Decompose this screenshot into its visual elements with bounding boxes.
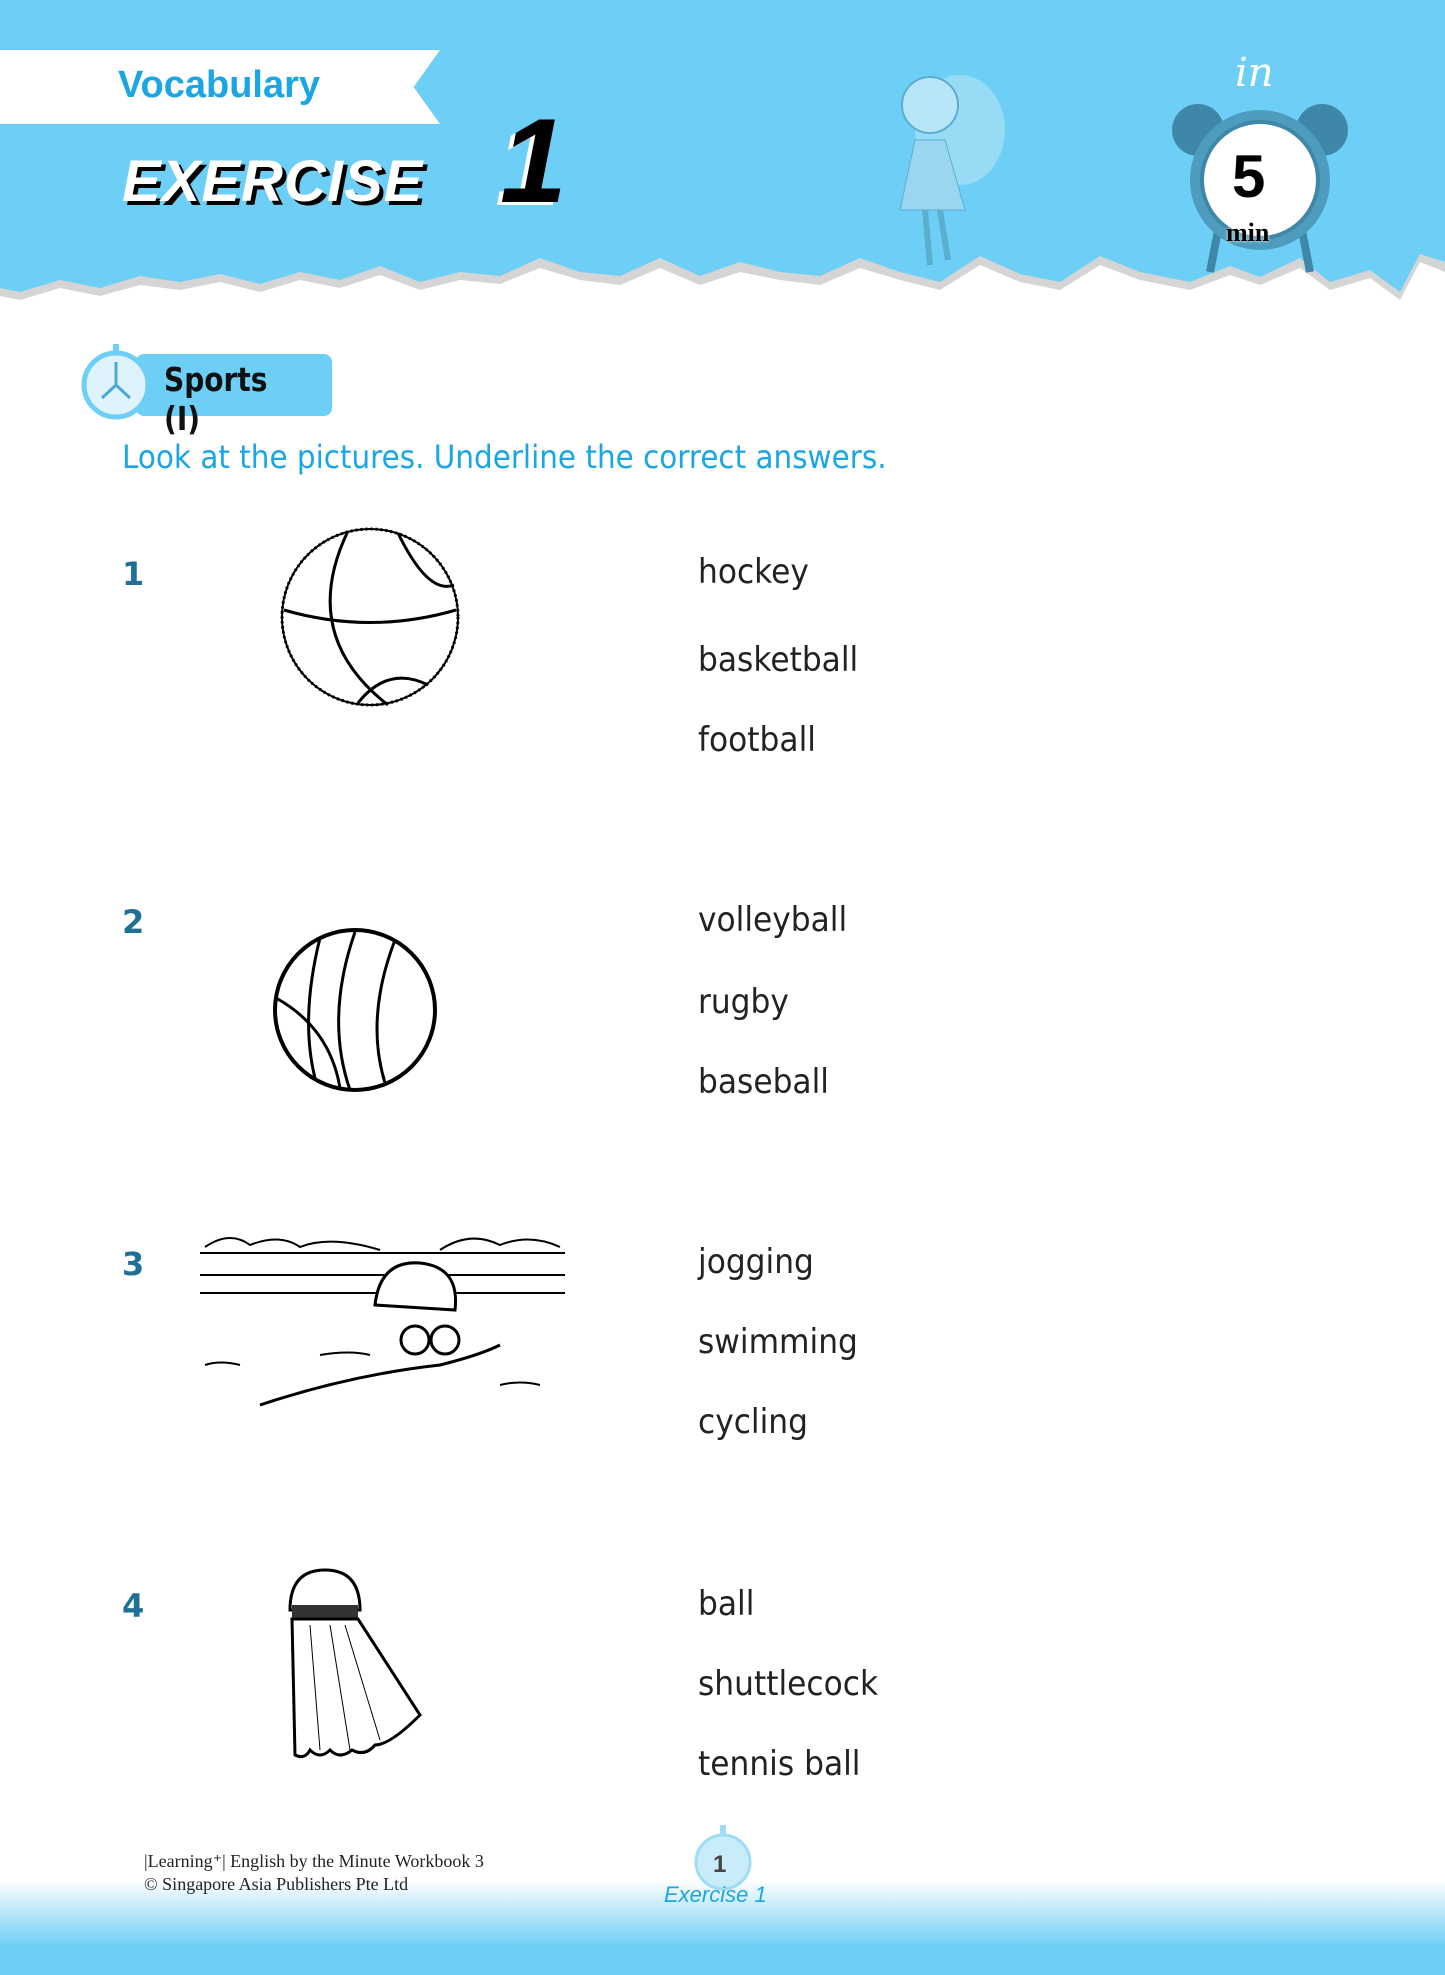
- answer-option[interactable]: volleyball: [698, 900, 848, 940]
- answer-option[interactable]: ball: [698, 1584, 755, 1624]
- answer-option[interactable]: rugby: [698, 982, 789, 1022]
- answer-option[interactable]: jogging: [698, 1242, 814, 1282]
- stopwatch-icon: [78, 340, 158, 420]
- timer-value: 5: [1232, 143, 1266, 210]
- question-number: 4: [122, 1587, 145, 1625]
- timer-unit: min: [1226, 218, 1270, 247]
- answer-option[interactable]: hockey: [698, 552, 809, 592]
- question-number: 3: [122, 1245, 145, 1283]
- page-number: 1: [713, 1851, 727, 1878]
- footer-book-title: |Learning⁺| English by the Minute Workbook 3: [144, 1851, 484, 1871]
- answer-option[interactable]: swimming: [698, 1322, 858, 1362]
- exercise-word: EXERCISE: [122, 149, 424, 214]
- question-number: 1: [122, 555, 145, 593]
- header-banner: [0, 0, 1445, 310]
- question-number: 2: [122, 903, 145, 941]
- fairy-illustration: [870, 50, 1030, 280]
- instruction: Look at the pictures. Underline the correct answers.: [122, 438, 887, 476]
- answer-option[interactable]: basketball: [698, 640, 859, 680]
- footer-exercise-label: Exercise 1: [664, 1882, 767, 1907]
- shuttlecock-picture: [280, 1565, 430, 1765]
- basketball-picture: [278, 525, 463, 710]
- footer-copyright: © Singapore Asia Publishers Pte Ltd: [144, 1874, 409, 1894]
- swimmer-picture: [200, 1225, 565, 1410]
- answer-option[interactable]: football: [698, 720, 816, 760]
- exercise-number: 1: [500, 94, 567, 228]
- timer-in-label: in: [1235, 50, 1274, 96]
- answer-option[interactable]: baseball: [698, 1062, 829, 1102]
- answer-option[interactable]: cycling: [698, 1402, 808, 1442]
- answer-option[interactable]: tennis ball: [698, 1744, 861, 1784]
- topic-badge: [78, 340, 332, 438]
- section-label: Vocabulary: [118, 64, 321, 106]
- topic-title: Sports (I): [164, 360, 268, 438]
- answer-option[interactable]: shuttlecock: [698, 1664, 879, 1704]
- volleyball-picture: [270, 928, 440, 1093]
